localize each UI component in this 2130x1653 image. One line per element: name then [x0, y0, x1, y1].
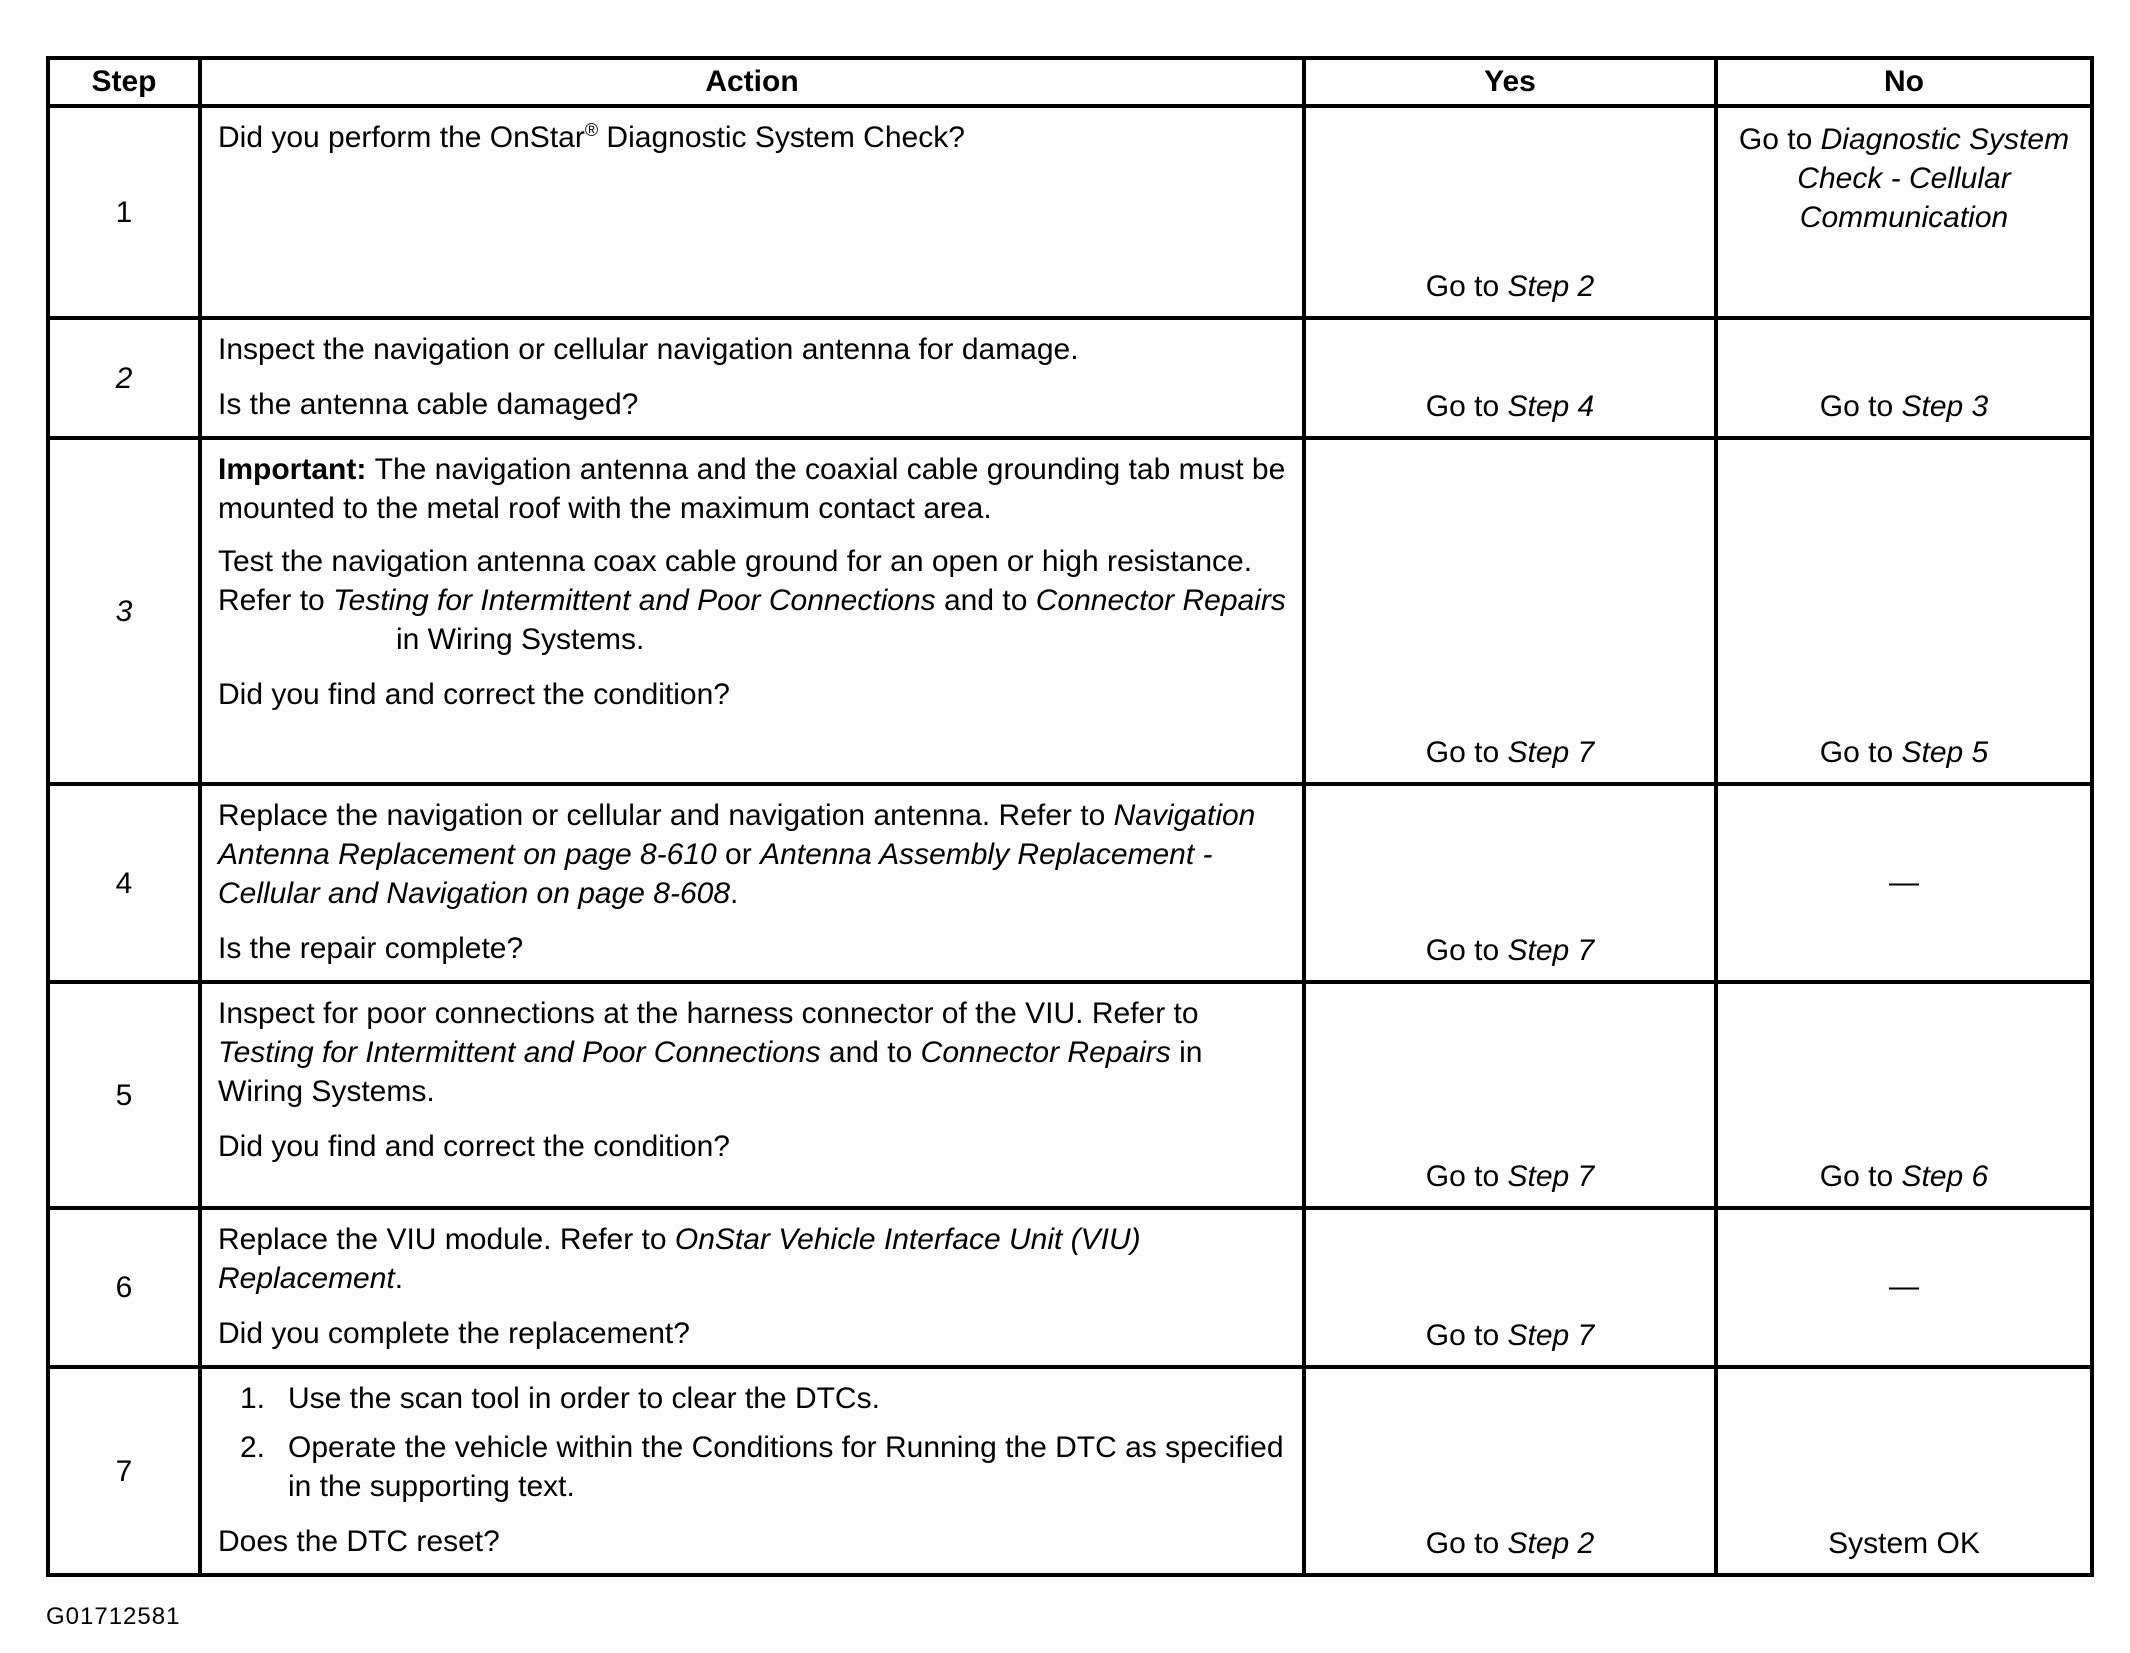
action-cell [200, 438, 1304, 784]
yes-cell: Go to Step 7 [1304, 1208, 1716, 1367]
figure-id: G01712581 [46, 1603, 181, 1630]
col-header-yes: Yes [1304, 58, 1716, 106]
yes-cell: Go to Step 7 [1304, 784, 1716, 982]
no-cell: Go to Step 6 [1716, 982, 2092, 1208]
action-paragraph: in Wiring Systems. [396, 623, 645, 656]
no-cell: Go to Diagnostic System Check - Cellular Communication [1716, 106, 2092, 318]
action-question: Does the DTC reset? [218, 1525, 500, 1558]
step-cell: 6 [48, 1208, 200, 1367]
action-cell [200, 1208, 1304, 1367]
action-paragraph: 2. Operate the vehicle within the Conditions for Running the DTC as specified in the supporting text. [218, 1428, 1286, 1506]
action-question: Did you find and correct the condition? [218, 1130, 730, 1163]
action-paragraph: Inspect for poor connections at the harness connector of the VIU. Refer to Testing for Intermittent and Poor Connections and to Connector Repairs in Wiring Systems. [218, 997, 1203, 1108]
step-cell: 4 [48, 784, 200, 982]
header-row [48, 58, 2092, 106]
col-header-action: Action [200, 58, 1304, 106]
table-row [48, 982, 2092, 1208]
action-paragraph: Replace the VIU module. Refer to OnStar Vehicle Interface Unit (VIU) Replacement. [218, 1223, 1141, 1295]
no-cell: Go to Step 3 [1716, 318, 2092, 438]
action-cell [200, 1367, 1304, 1575]
no-cell: — [1716, 784, 2092, 982]
step-cell: 3 [48, 438, 200, 784]
step-cell: 7 [48, 1367, 200, 1575]
table-row [48, 438, 2092, 784]
list-number: 2. [240, 1431, 266, 1464]
action-cell [200, 318, 1304, 438]
action-cell [200, 106, 1304, 318]
action-question: Did you find and correct the condition? [218, 678, 730, 711]
step-cell: 1 [48, 106, 200, 318]
no-cell: Go to Step 5 [1716, 438, 2092, 784]
action-paragraph: Test the navigation antenna coax cable ground for an open or high resistance. Refer to Testing for Intermittent and Poor Connections and to Connector Repairs [218, 545, 1286, 617]
step-cell: 5 [48, 982, 200, 1208]
table-row [48, 784, 2092, 982]
action-paragraph: Did you perform the OnStar® Diagnostic System Check? [218, 120, 965, 154]
action-cell [200, 982, 1304, 1208]
no-cell: — [1716, 1208, 2092, 1367]
diagnostic-table [46, 56, 2094, 1577]
table-row [48, 318, 2092, 438]
yes-cell: Go to Step 7 [1304, 982, 1716, 1208]
table-row [48, 1208, 2092, 1367]
yes-cell: Go to Step 4 [1304, 318, 1716, 438]
table-body [48, 106, 2092, 1575]
action-paragraph: Inspect the navigation or cellular navigation antenna for damage. [218, 333, 1079, 366]
action-paragraph: Replace the navigation or cellular and navigation antenna. Refer to Navigation Antenna Replacement on page 8-610 or Antenna Assembly Replacement - Cellular and Navigation on page 8-608. [218, 799, 1256, 910]
action-question: Is the repair complete? [218, 932, 524, 965]
list-number: 1. [240, 1382, 266, 1415]
table-row [48, 1367, 2092, 1575]
step-cell: 2 [48, 318, 200, 438]
yes-cell: Go to Step 2 [1304, 106, 1716, 318]
action-question: Did you complete the replacement? [218, 1317, 690, 1350]
action-question: Is the antenna cable damaged? [218, 388, 639, 421]
yes-cell: Go to Step 7 [1304, 438, 1716, 784]
action-paragraph: Important: The navigation antenna and the coaxial cable grounding tab must be mounted to the metal roof with the maximum contact area. [218, 453, 1286, 525]
action-paragraph: 1. Use the scan tool in order to clear the DTCs. [218, 1379, 1286, 1418]
table-row [48, 106, 2092, 318]
col-header-no: No [1716, 58, 2092, 106]
action-cell [200, 784, 1304, 982]
yes-cell: Go to Step 2 [1304, 1367, 1716, 1575]
col-header-step: Step [48, 58, 200, 106]
no-cell: System OK [1716, 1367, 2092, 1575]
